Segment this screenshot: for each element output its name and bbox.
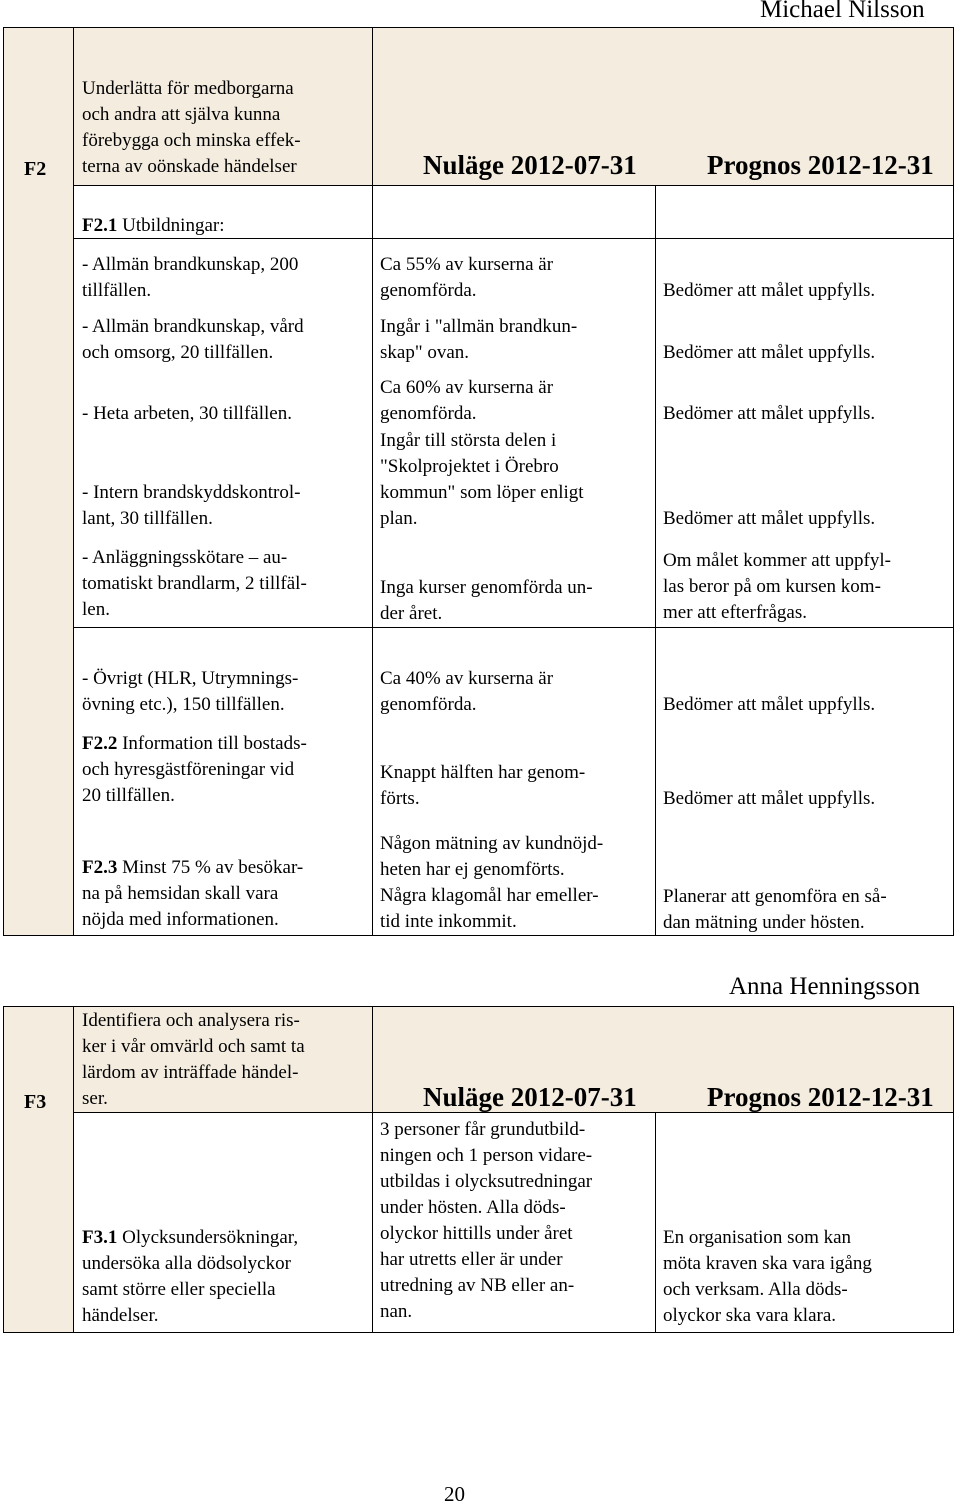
f2-item-heta-arbeten: - Heta arbeten, 30 tillfällen. <box>82 403 292 424</box>
f3-goal: Identifiera och analysera ris- ker i vår omvärld och samt ta lärdom av inträffade händel- ser. <box>82 1010 305 1109</box>
f3-1-item: F3.1 Olycksundersökningar, undersöka alla dödsolyckor samt större eller speciella händelser. <box>82 1227 299 1326</box>
f2-forecast-vard-omsorg: Bedömer att målet uppfylls. <box>663 342 876 363</box>
f3-code-column-shade <box>3 1112 73 1332</box>
page-number: 20 <box>444 1482 465 1506</box>
f2-status-vard-omsorg: Ingår i "allmän brandkun- skap" ovan. <box>380 316 578 363</box>
f3-code: F3 <box>24 1091 47 1113</box>
f2-goal: Underlätta för medborgarna och andra att själva kunna förebygga och minska effek- terna av oönskade händelser <box>82 78 301 177</box>
f2-item-ovrigt: - Övrigt (HLR, Utrymnings- övning etc.), 150 tillfällen. <box>82 668 299 715</box>
f2-2-forecast: Bedömer att målet uppfylls. <box>663 788 876 809</box>
f2-forecast-ovrigt: Bedömer att målet uppfylls. <box>663 694 876 715</box>
f3-nulage-heading: Nuläge 2012-07-31 <box>423 1082 637 1112</box>
f2-forecast-intern-brandskydd: Bedömer att målet uppfylls. <box>663 508 876 529</box>
f2-status-intern-brandskydd: Ingår till största delen i "Skolprojektet i Örebro kommun" som löper enligt plan. <box>380 430 584 529</box>
f2-2-item: F2.2 Information till bostads- och hyresgästföreningar vid 20 tillfällen. <box>82 733 307 806</box>
f2-item-intern-brandskydd: - Intern brandskyddskontrol- lant, 30 tillfällen. <box>82 482 301 529</box>
f2-item-allman-brandkunskap: - Allmän brandkunskap, 200 tillfällen. <box>82 254 299 301</box>
f2-forecast-allman-brandkunskap: Bedömer att målet uppfylls. <box>663 280 876 301</box>
f2-forecast-anlaggningsskotare: Om målet kommer att uppfyl- las beror på om kursen kom- mer att efterfrågas. <box>663 550 891 623</box>
f2-item-vard-omsorg: - Allmän brandkunskap, vård och omsorg, 20 tillfällen. <box>82 316 304 363</box>
f2-status-anlaggningsskotare: Inga kurser genomförda un- der året. <box>380 577 593 624</box>
f2-item-anlaggningsskotare: - Anläggningsskötare – au- tomatiskt brandlarm, 2 tillfäl- len. <box>82 547 307 620</box>
author-f3: Anna Henningsson <box>729 973 920 1000</box>
f2-status-allman-brandkunskap: Ca 55% av kurserna är genomförda. <box>380 254 554 301</box>
f2-forecast-heta-arbeten: Bedömer att målet uppfylls. <box>663 403 876 424</box>
f2-2-status: Knappt hälften har genom- förts. <box>380 762 586 809</box>
f2-prognos-heading: Prognos 2012-12-31 <box>707 150 934 180</box>
f2-3-item: F2.3 Minst 75 % av besökar- na på hemsidan skall vara nöjda med informationen. <box>82 857 304 930</box>
f2-1-title: F2.1 Utbildningar: <box>82 215 225 236</box>
f2-status-heta-arbeten: Ca 60% av kurserna är genomförda. <box>380 377 554 424</box>
f2-code: F2 <box>24 158 47 180</box>
f2-nulage-heading: Nuläge 2012-07-31 <box>423 150 637 180</box>
f2-3-status: Någon mätning av kundnöjd- heten har ej genomförts. Några klagomål har emeller- tid inte inkommit. <box>380 833 604 932</box>
f3-prognos-heading: Prognos 2012-12-31 <box>707 1082 934 1112</box>
f3-1-status: 3 personer får grundutbild- ningen och 1 person vidare- utbildas i olycksutredningar under hösten. Alla döds- olyckor hittills under året har utretts eller är under utredning av NB eller an- nan. <box>380 1119 593 1322</box>
f3-1-forecast: En organisation som kan möta kraven ska vara igång och verksam. Alla döds- olyckor ska vara klara. <box>663 1227 872 1326</box>
f2-3-forecast: Planerar att genomföra en så- dan mätning under hösten. <box>663 886 887 933</box>
f2-status-ovrigt: Ca 40% av kurserna är genomförda. <box>380 668 554 715</box>
f2-code-column-shade <box>3 185 73 935</box>
author-f2: Michael Nilsson <box>760 0 925 23</box>
